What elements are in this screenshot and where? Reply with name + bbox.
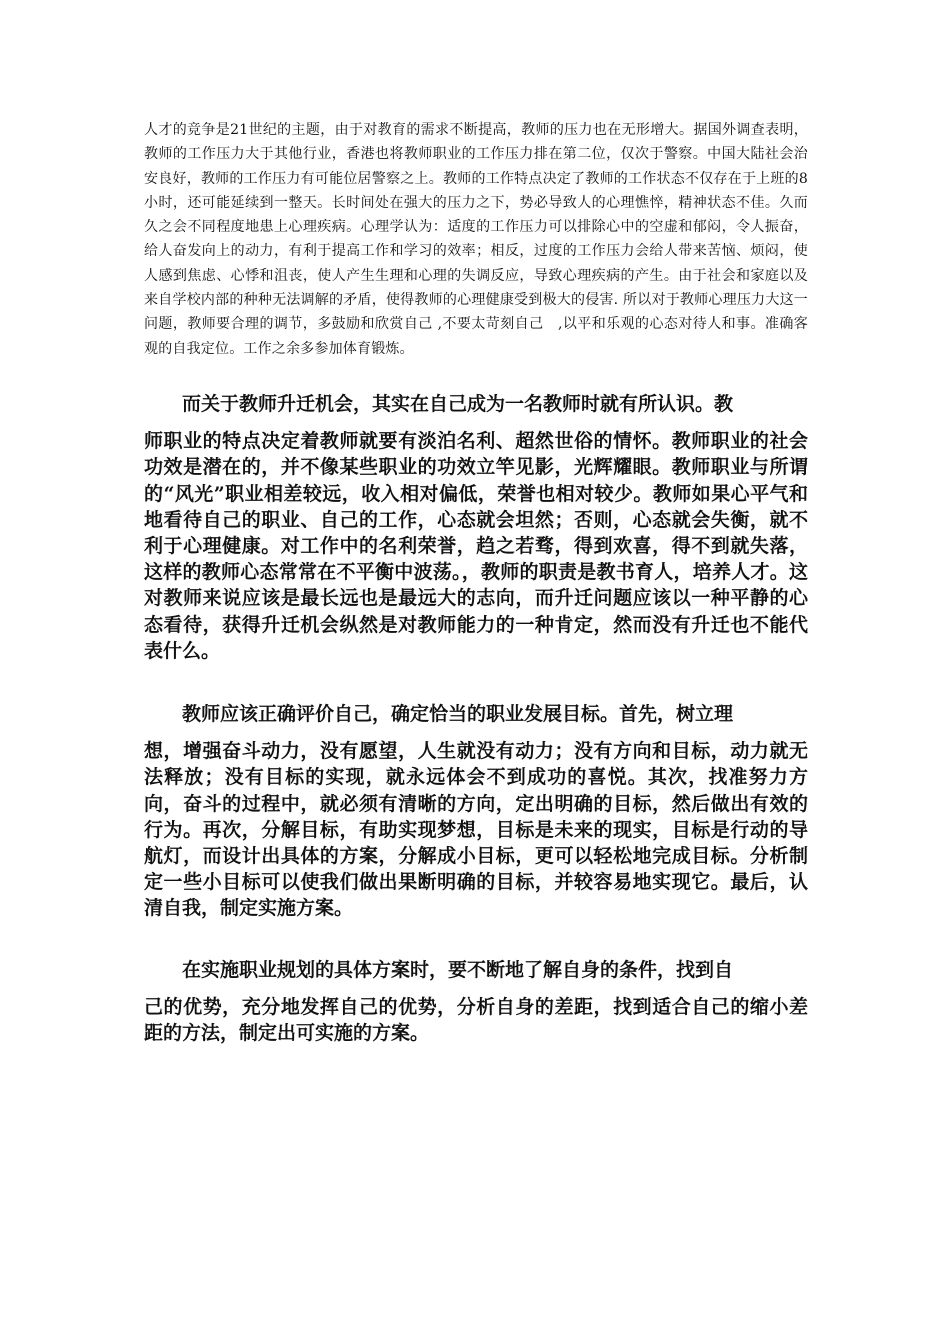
paragraph-career-goals — [144, 701, 808, 922]
paragraph-career-goals-first-line: 教师应该正确评价自己，确定恰当的职业发展目标。首先，树立理 — [182, 703, 734, 725]
paragraph-promotion-body: 师职业的特点决定着教师就要有淡泊名利、超然世俗的情怀。教师职业的社会功效是潜在的，并不像某些职业的功效立竿见影，光辉耀眼。教师职业与所谓的“风光”职业相差较远，收入相对偏低，荣誉也相对较少。教师如果心平气和地看待自己的职业、自己的工作，心态就会坦然；否则，心态就会失衡，就不利于心理健康。对工作中的名利荣誉，趋之若骛，得到欢喜，得不到就失落，这样的教师心态常常在不平衡中波荡。，教师的职责是教书育人，培养人才。这对教师来说应该是最长远也是最远大的志向，而升迁问题应该以一种平静的心态看待，获得升迁机会纵然是对教师能力的一种肯定，然而没有升迁也不能代表什么。 — [144, 430, 808, 662]
paragraph-promotion — [144, 391, 808, 664]
paragraph-promotion-first-line: 而关于教师升迁机会，其实在自己成为一名教师时就有所认识。教 — [182, 392, 734, 415]
document-page — [144, 118, 808, 1046]
paragraph-implementation-body: 己的优势，充分地发挥自己的优势，分析自身的差距，找到适合自己的缩小差距的方法，制定出可实施的方案。 — [144, 995, 808, 1045]
paragraph-career-goals-body: 想，增强奋斗动力，没有愿望，人生就没有动力；没有方向和目标，动力就无法释放；没有目标的实现，就永远体会不到成功的喜悦。其次，找准努力方向，奋斗的过程中，就必须有清晰的方向，定出明确的目标，然后做出有效的行为。再次，分解目标，有助实现梦想，目标是未来的现实，目标是行动的导航灯，而设计出具体的方案，分解成小目标，更可以轻松地完成目标。分析制定一些小目标可以使我们做出果断明确的目标，并较容易地实现它。最后，认清自我，制定实施方案。 — [144, 740, 808, 920]
paragraph-implementation-first-line: 在实施职业规划的具体方案时，要不断地了解自身的条件，找到自 — [182, 958, 734, 981]
paragraph-implementation — [144, 957, 808, 1047]
paragraph-teacher-pressure: 人才的竞争是21世纪的主题，由于对教育的需求不断提高，教师的压力也在无形增大。据国外调查表明，教师的工作压力大于其他行业，香港也将教师职业的工作压力排在第二位，仅次于警察。中国大陆社会治安良好，教师的工作压力有可能位居警察之上。教师的工作特点决定了教师的工作状态不仅存在于上班的8小时，还可能延续到一整天。长时间处在强大的压力之下，势必导致人的心理憔悴，精神状态不佳。久而久之会不同程度地患上心理疾病。心理学认为：适度的工作压力可以排除心中的空虚和郁闷，令人振奋，给人奋发向上的动力，有利于提高工作和学习的效率；相反，过度的工作压力会给人带来苦恼、烦闷，使人感到焦虑、心悸和沮丧，使人产生生理和心理的失调反应，导致心理疾病的产生。由于社会和家庭以及来自学校内部的种种无法调解的矛盾，使得教师的心理健康受到极大的侵害. 所以对于教师心理压力大这一问题，教师要合理的调节，多鼓励和欣赏自己 ,不要太苛刻自己 ,以平和乐观的心态对待人和事。准确客观的自我定位。工作之余多参加体育锻炼。 — [144, 122, 808, 357]
